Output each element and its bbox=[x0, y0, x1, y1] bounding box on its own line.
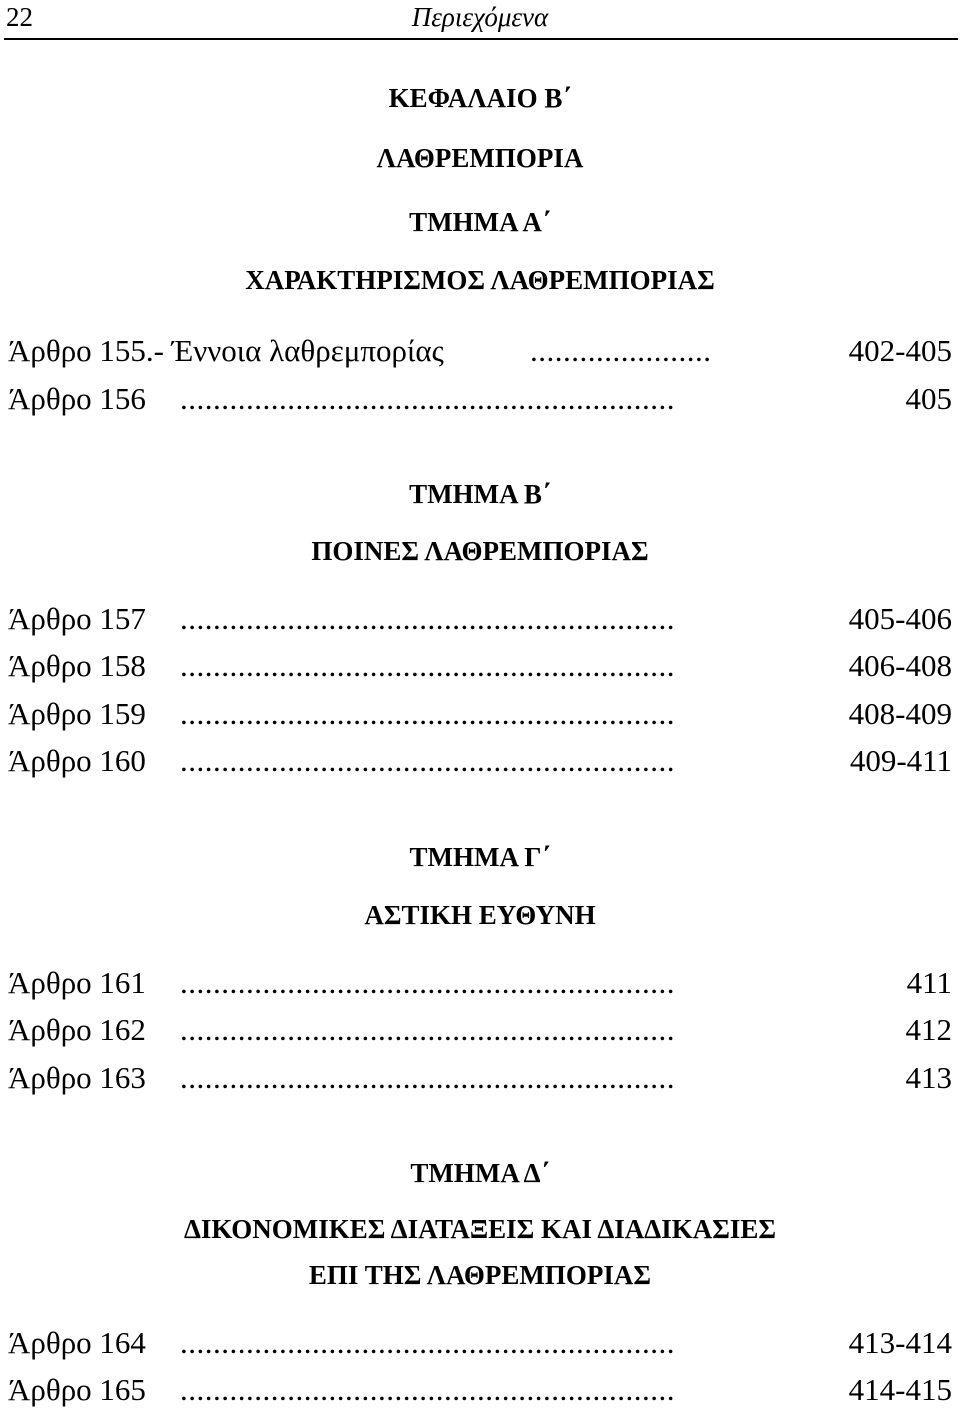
section-title: ΑΣΤΙΚΗ ΕΥΘΥΝΗ bbox=[364, 900, 596, 930]
toc-leader-dots: ............................................................ bbox=[180, 1060, 675, 1095]
section-heading: ΤΜΗΜΑ Γ΄ bbox=[409, 842, 551, 872]
toc-leader-dots: ............................................................ bbox=[180, 648, 675, 683]
toc-entry[interactable] bbox=[8, 331, 952, 371]
toc-leader-dots: ............................................................ bbox=[180, 1012, 675, 1047]
section-title: ΔΙΚΟΝΟΜΙΚΕΣ ΔΙΑΤΑΞΕΙΣ ΚΑΙ ΔΙΑΔΙΚΑΣΙΕΣ bbox=[183, 1214, 777, 1244]
toc-entry-pages: 409-411 bbox=[849, 743, 952, 778]
toc-leader-dots: ............................................................ bbox=[180, 1325, 675, 1360]
toc-entry-label: Άρθρο 160 bbox=[8, 743, 146, 778]
toc-entry-label: Άρθρο 165 bbox=[8, 1372, 146, 1407]
page-number: 22 bbox=[6, 2, 33, 32]
toc-entry-pages: 414-415 bbox=[848, 1372, 952, 1407]
toc-entry-pages: 408-409 bbox=[848, 696, 952, 731]
toc-entry-label: Άρθρο 161 bbox=[8, 965, 146, 1000]
toc-entry[interactable] bbox=[8, 1010, 952, 1050]
toc-entry-pages: 413 bbox=[905, 1060, 952, 1095]
toc-entry-pages: 411 bbox=[906, 965, 952, 1000]
toc-entry-pages: 412 bbox=[905, 1012, 952, 1047]
toc-entry[interactable] bbox=[8, 599, 952, 639]
running-title: Περιεχόμενα bbox=[411, 2, 549, 32]
toc-leader-dots: ...................... bbox=[530, 333, 712, 368]
toc-entry-label: Άρθρο 163 bbox=[8, 1060, 146, 1095]
section-title: ΧΑΡΑΚΤΗΡΙΣΜΟΣ ΛΑΘΡΕΜΠΟΡΙΑΣ bbox=[245, 265, 715, 295]
toc-entry[interactable] bbox=[8, 646, 952, 686]
toc-leader-dots: ............................................................ bbox=[180, 965, 675, 1000]
toc-entry-pages: 406-408 bbox=[848, 648, 952, 683]
toc-entry[interactable] bbox=[8, 694, 952, 734]
header-rule bbox=[4, 38, 958, 40]
toc-entry-label: Άρθρο 157 bbox=[8, 601, 146, 636]
section-title: ΠΟΙΝΕΣ ΛΑΘΡΕΜΠΟΡΙΑΣ bbox=[311, 536, 649, 566]
toc-leader-dots: ............................................................ bbox=[180, 743, 675, 778]
toc-leader-dots: ............................................................ bbox=[180, 601, 675, 636]
toc-entry-pages: 405 bbox=[905, 381, 952, 416]
section-heading: ΤΜΗΜΑ Α΄ bbox=[409, 207, 551, 237]
toc-entry-label: Άρθρο 162 bbox=[8, 1012, 146, 1047]
toc-entry[interactable] bbox=[8, 1323, 952, 1363]
toc-entry[interactable] bbox=[8, 379, 952, 419]
toc-entry-pages: 402-405 bbox=[848, 333, 952, 368]
toc-entry[interactable] bbox=[8, 963, 952, 1003]
toc-entry-label: Άρθρο 155.- Έννοια λαθρεμπορίας bbox=[8, 333, 444, 368]
section-heading: ΤΜΗΜΑ Β΄ bbox=[409, 479, 551, 509]
chapter-heading: ΚΕΦΑΛΑΙΟ Β΄ bbox=[388, 83, 572, 113]
toc-entry[interactable] bbox=[8, 1058, 952, 1098]
page-header bbox=[0, 0, 960, 40]
toc-entry-pages: 405-406 bbox=[848, 601, 952, 636]
section-heading: ΤΜΗΜΑ Δ΄ bbox=[410, 1158, 550, 1188]
toc-leader-dots: ............................................................ bbox=[180, 696, 675, 731]
toc-entry[interactable] bbox=[8, 1370, 952, 1410]
toc-entry-label: Άρθρο 156 bbox=[8, 381, 146, 416]
toc-leader-dots: ............................................................ bbox=[180, 381, 675, 416]
toc-entry-pages: 413-414 bbox=[848, 1325, 952, 1360]
toc-entry-label: Άρθρο 158 bbox=[8, 648, 146, 683]
chapter-title: ΛΑΘΡΕΜΠΟΡΙΑ bbox=[376, 143, 584, 173]
toc-entry[interactable] bbox=[8, 741, 952, 781]
toc-entry-label: Άρθρο 164 bbox=[8, 1325, 146, 1360]
section-title: ΕΠΙ ΤΗΣ ΛΑΘΡΕΜΠΟΡΙΑΣ bbox=[308, 1260, 652, 1290]
toc-entry-label: Άρθρο 159 bbox=[8, 696, 146, 731]
toc-leader-dots: ............................................................ bbox=[180, 1372, 675, 1407]
